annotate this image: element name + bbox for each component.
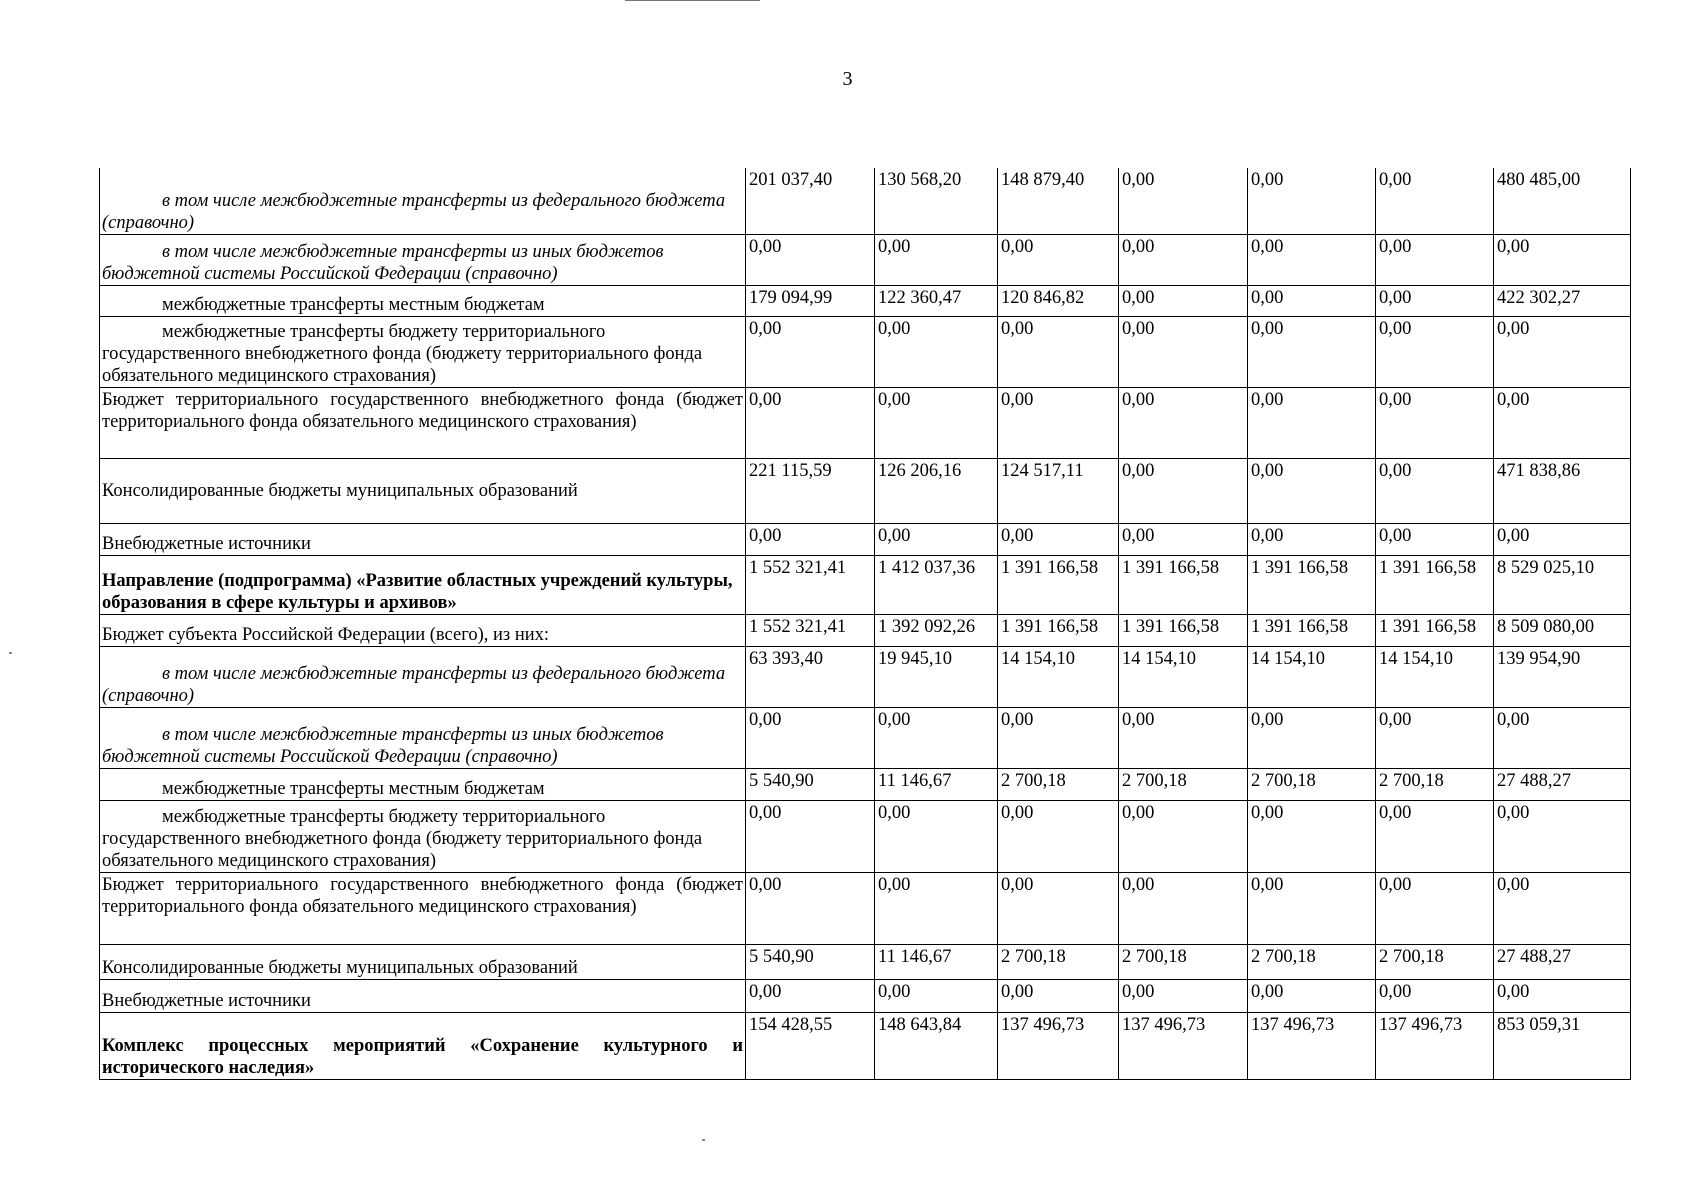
table-row: [100, 800, 1631, 872]
cell-value: 0,00: [1248, 168, 1376, 234]
cell-value: 0,00: [1494, 316, 1631, 387]
cell-value: 480 485,00: [1494, 168, 1631, 234]
cell-value: 14 154,10: [1119, 646, 1248, 707]
cell-value: 0,00: [998, 234, 1119, 285]
cell-value: 0,00: [1119, 234, 1248, 285]
cell-value: 0,00: [1119, 387, 1248, 458]
cell-value: 0,00: [1248, 707, 1376, 768]
table-row: [100, 523, 1631, 555]
cell-value: 0,00: [875, 523, 998, 555]
cell-value: 0,00: [1119, 458, 1248, 523]
page-number: 3: [842, 68, 853, 90]
cell-value: 27 488,27: [1494, 944, 1631, 979]
cell-value: 0,00: [1119, 979, 1248, 1012]
cell-value: 0,00: [1248, 800, 1376, 872]
cell-value: 1 391 166,58: [1376, 555, 1494, 614]
cell-value: 0,00: [875, 316, 998, 387]
cell-value: 2 700,18: [1248, 944, 1376, 979]
cell-value: 0,00: [1248, 458, 1376, 523]
cell-value: 0,00: [1494, 523, 1631, 555]
cell-value: 14 154,10: [998, 646, 1119, 707]
cell-value: 0,00: [998, 800, 1119, 872]
cell-value: 137 496,73: [998, 1012, 1119, 1079]
cell-value: 0,00: [998, 523, 1119, 555]
cell-value: 0,00: [875, 707, 998, 768]
cell-value: 0,00: [1248, 285, 1376, 316]
table-row: [100, 1012, 1631, 1079]
cell-value: 1 552 321,41: [746, 614, 875, 646]
cell-value: 0,00: [1494, 234, 1631, 285]
cell-value: 139 954,90: [1494, 646, 1631, 707]
cell-value: 1 391 166,58: [1119, 555, 1248, 614]
cell-value: 0,00: [746, 800, 875, 872]
table-row: [100, 979, 1631, 1012]
cell-value: 0,00: [746, 523, 875, 555]
cell-value: 0,00: [1376, 316, 1494, 387]
table-row: [100, 768, 1631, 800]
cell-value: 0,00: [1494, 707, 1631, 768]
scan-speck: [702, 1139, 705, 1141]
cell-value: 0,00: [998, 387, 1119, 458]
table-row: [100, 316, 1631, 387]
cell-value: 0,00: [1248, 387, 1376, 458]
cell-value: 0,00: [875, 872, 998, 944]
table-row: [100, 707, 1631, 768]
row-label: межбюджетные трансферты бюджету территориального государственного внебюджетного фонда (бюджету территориального фонда обязательного медицинского страхования): [100, 800, 746, 872]
cell-value: 1 392 092,26: [875, 614, 998, 646]
table-row: [100, 387, 1631, 458]
cell-value: 19 945,10: [875, 646, 998, 707]
row-label: межбюджетные трансферты бюджету территориального государственного внебюджетного фонда (бюджету территориального фонда обязательного медицинского страхования): [100, 316, 746, 387]
row-label: Бюджет территориального государственного внебюджетного фонда (бюджет территориального фонда обязательного медицинского страхования): [100, 387, 746, 458]
cell-value: 0,00: [1376, 168, 1494, 234]
row-label: межбюджетные трансферты местным бюджетам: [100, 768, 746, 800]
cell-value: 0,00: [1376, 872, 1494, 944]
cell-value: 154 428,55: [746, 1012, 875, 1079]
cell-value: 0,00: [875, 234, 998, 285]
cell-value: 1 412 037,36: [875, 555, 998, 614]
row-label: Внебюджетные источники: [100, 523, 746, 555]
cell-value: 1 391 166,58: [1248, 614, 1376, 646]
cell-value: 853 059,31: [1494, 1012, 1631, 1079]
cell-value: 422 302,27: [1494, 285, 1631, 316]
cell-value: 137 496,73: [1119, 1012, 1248, 1079]
table-row: [100, 614, 1631, 646]
cell-value: 221 115,59: [746, 458, 875, 523]
cell-value: 0,00: [746, 872, 875, 944]
cell-value: 124 517,11: [998, 458, 1119, 523]
cell-value: 0,00: [998, 872, 1119, 944]
cell-value: 0,00: [746, 707, 875, 768]
cell-value: 0,00: [1376, 979, 1494, 1012]
cell-value: 1 552 321,41: [746, 555, 875, 614]
row-label: в том числе межбюджетные трансферты из федерального бюджета (справочно): [100, 168, 746, 234]
cell-value: 5 540,90: [746, 944, 875, 979]
cell-value: 8 529 025,10: [1494, 555, 1631, 614]
cell-value: 0,00: [746, 234, 875, 285]
row-label: межбюджетные трансферты местным бюджетам: [100, 285, 746, 316]
cell-value: 0,00: [1119, 707, 1248, 768]
cell-value: 137 496,73: [1248, 1012, 1376, 1079]
cell-value: 0,00: [998, 316, 1119, 387]
cell-value: 0,00: [1119, 168, 1248, 234]
table-row: [100, 944, 1631, 979]
cell-value: 0,00: [998, 979, 1119, 1012]
cell-value: 2 700,18: [1376, 944, 1494, 979]
cell-value: 1 391 166,58: [998, 614, 1119, 646]
row-label: Бюджет территориального государственного внебюджетного фонда (бюджет территориального фонда обязательного медицинского страхования): [100, 872, 746, 944]
cell-value: 120 846,82: [998, 285, 1119, 316]
cell-value: 0,00: [1494, 979, 1631, 1012]
cell-value: 471 838,86: [1494, 458, 1631, 523]
cell-value: 14 154,10: [1248, 646, 1376, 707]
table-row: [100, 285, 1631, 316]
cell-value: 0,00: [1376, 523, 1494, 555]
cell-value: 0,00: [746, 387, 875, 458]
budget-table: [99, 168, 1631, 1080]
cell-value: 0,00: [746, 316, 875, 387]
cell-value: 0,00: [998, 707, 1119, 768]
row-label: Консолидированные бюджеты муниципальных образований: [100, 458, 746, 523]
cell-value: 148 879,40: [998, 168, 1119, 234]
cell-value: 1 391 166,58: [1248, 555, 1376, 614]
cell-value: 122 360,47: [875, 285, 998, 316]
cell-value: 0,00: [1248, 979, 1376, 1012]
cell-value: 5 540,90: [746, 768, 875, 800]
cell-value: 0,00: [1376, 234, 1494, 285]
cell-value: 179 094,99: [746, 285, 875, 316]
row-label: в том числе межбюджетные трансферты из федерального бюджета (справочно): [100, 646, 746, 707]
cell-value: 0,00: [1248, 316, 1376, 387]
row-label: Консолидированные бюджеты муниципальных образований: [100, 944, 746, 979]
cell-value: 2 700,18: [998, 768, 1119, 800]
cell-value: 2 700,18: [1248, 768, 1376, 800]
cell-value: 0,00: [1376, 707, 1494, 768]
cell-value: 27 488,27: [1494, 768, 1631, 800]
cell-value: 1 391 166,58: [1119, 614, 1248, 646]
cell-value: 0,00: [746, 979, 875, 1012]
row-label: Внебюджетные источники: [100, 979, 746, 1012]
cell-value: 0,00: [1376, 800, 1494, 872]
table-row: [100, 646, 1631, 707]
row-label: Бюджет субъекта Российской Федерации (всего), из них:: [100, 614, 746, 646]
cell-value: 11 146,67: [875, 768, 998, 800]
cell-value: 8 509 080,00: [1494, 614, 1631, 646]
scan-speck: [9, 652, 12, 654]
cell-value: 11 146,67: [875, 944, 998, 979]
table-row: [100, 555, 1631, 614]
cell-value: 0,00: [1494, 872, 1631, 944]
cell-value: 0,00: [1119, 872, 1248, 944]
cell-value: 0,00: [1119, 523, 1248, 555]
top-scan-mark: [625, 0, 760, 1]
cell-value: 1 391 166,58: [998, 555, 1119, 614]
cell-value: 2 700,18: [1376, 768, 1494, 800]
cell-value: 14 154,10: [1376, 646, 1494, 707]
cell-value: 0,00: [875, 800, 998, 872]
table-row: [100, 234, 1631, 285]
cell-value: 2 700,18: [1119, 944, 1248, 979]
row-label: в том числе межбюджетные трансферты из иных бюджетов бюджетной системы Российской Федерации (справочно): [100, 707, 746, 768]
cell-value: 0,00: [1248, 872, 1376, 944]
table-row: [100, 872, 1631, 944]
cell-value: 2 700,18: [1119, 768, 1248, 800]
cell-value: 2 700,18: [998, 944, 1119, 979]
cell-value: 0,00: [1494, 800, 1631, 872]
cell-value: 1 391 166,58: [1376, 614, 1494, 646]
cell-value: 148 643,84: [875, 1012, 998, 1079]
cell-value: 0,00: [875, 979, 998, 1012]
cell-value: 0,00: [1119, 285, 1248, 316]
table-row: [100, 458, 1631, 523]
cell-value: 0,00: [1248, 523, 1376, 555]
cell-value: 0,00: [875, 387, 998, 458]
cell-value: 0,00: [1376, 285, 1494, 316]
row-label: в том числе межбюджетные трансферты из иных бюджетов бюджетной системы Российской Федерации (справочно): [100, 234, 746, 285]
cell-value: 0,00: [1376, 458, 1494, 523]
row-label: Комплекс процессных мероприятий «Сохранение культурного и исторического наследия»: [100, 1012, 746, 1079]
cell-value: 130 568,20: [875, 168, 998, 234]
cell-value: 0,00: [1119, 800, 1248, 872]
row-label: Направление (подпрограмма) «Развитие областных учреждений культуры, образования в сфере культуры и архивов»: [100, 555, 746, 614]
cell-value: 0,00: [1494, 387, 1631, 458]
cell-value: 0,00: [1248, 234, 1376, 285]
cell-value: 0,00: [1119, 316, 1248, 387]
cell-value: 63 393,40: [746, 646, 875, 707]
table-row: [100, 168, 1631, 234]
cell-value: 126 206,16: [875, 458, 998, 523]
cell-value: 201 037,40: [746, 168, 875, 234]
cell-value: 137 496,73: [1376, 1012, 1494, 1079]
cell-value: 0,00: [1376, 387, 1494, 458]
